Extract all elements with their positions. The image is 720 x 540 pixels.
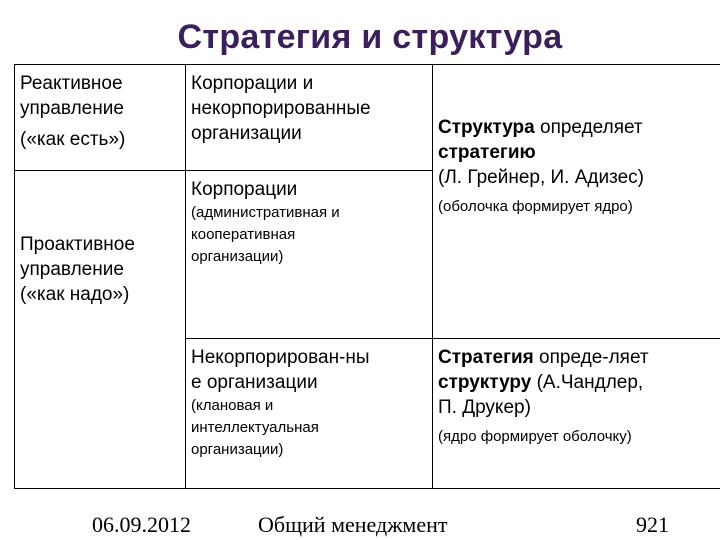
strategy-first-line-1 [438,345,720,370]
chandler-text: (А.Чандлер, [531,372,644,393]
strategy-bold: стратегию [438,142,536,163]
reactive-line-3: («как есть») [20,129,126,150]
proactive-line-2: управление [20,259,124,280]
r1c2-line-1: Корпорации и [191,73,314,94]
determines-text: определяет [534,117,643,138]
corporations-title: Корпорации [191,179,298,200]
footer-date: 06.09.2012 [92,512,191,537]
slide-title: Стратегия и структура [177,18,563,56]
footer-course: Общий менеджмент [258,512,448,537]
corporate-noncorporate-cell [186,65,433,171]
proactive-line-3: («как надо») [20,284,130,305]
determines-text-2: опреде-ляет [533,347,649,368]
structure-determines-strategy-cell [433,65,720,339]
reactive-line-1: Реактивное [20,73,123,94]
proactive-management-cell [15,171,186,489]
noncorporate-line-2: е организации [191,372,318,393]
corporations-note-2: кооперативная [191,226,296,243]
r1c2-line-2: некорпорированные [191,98,371,119]
r1c2-line-3: организации [191,123,302,144]
strategy-first-line-2 [438,370,720,395]
reactive-management-cell [15,65,186,171]
corporations-cell [186,171,433,339]
proactive-line-1: Проактивное [20,234,135,255]
reactive-line-2: управление [20,98,124,119]
strategy-bold-2: Стратегия [438,347,534,368]
shell-forms-core: (оболочка формирует ядро) [438,198,633,215]
corporations-note-3: организации) [191,248,284,265]
noncorporate-note-2: интеллектуальная [191,419,319,436]
noncorporate-note-3: организации) [191,441,284,458]
drucker-text: П. Друкер) [438,397,531,418]
strategy-structure-table [14,64,720,489]
structure-bold-2: структуру [438,372,532,393]
noncorporate-note-1: (клановая и [191,397,274,414]
structure-first-line-1 [438,115,720,140]
core-forms-shell: (ядро формирует оболочку) [438,428,632,445]
greiner-adizes: (Л. Грейнер, И. Адизес) [438,167,644,188]
corporations-note-1: (административная и [191,204,340,221]
footer-page-number: 921 [636,512,669,537]
noncorporate-line-1: Некорпорирован-ны [191,347,370,368]
noncorporate-cell [186,339,433,489]
strategy-determines-structure-cell [433,339,720,489]
structure-bold: Структура [438,117,535,138]
